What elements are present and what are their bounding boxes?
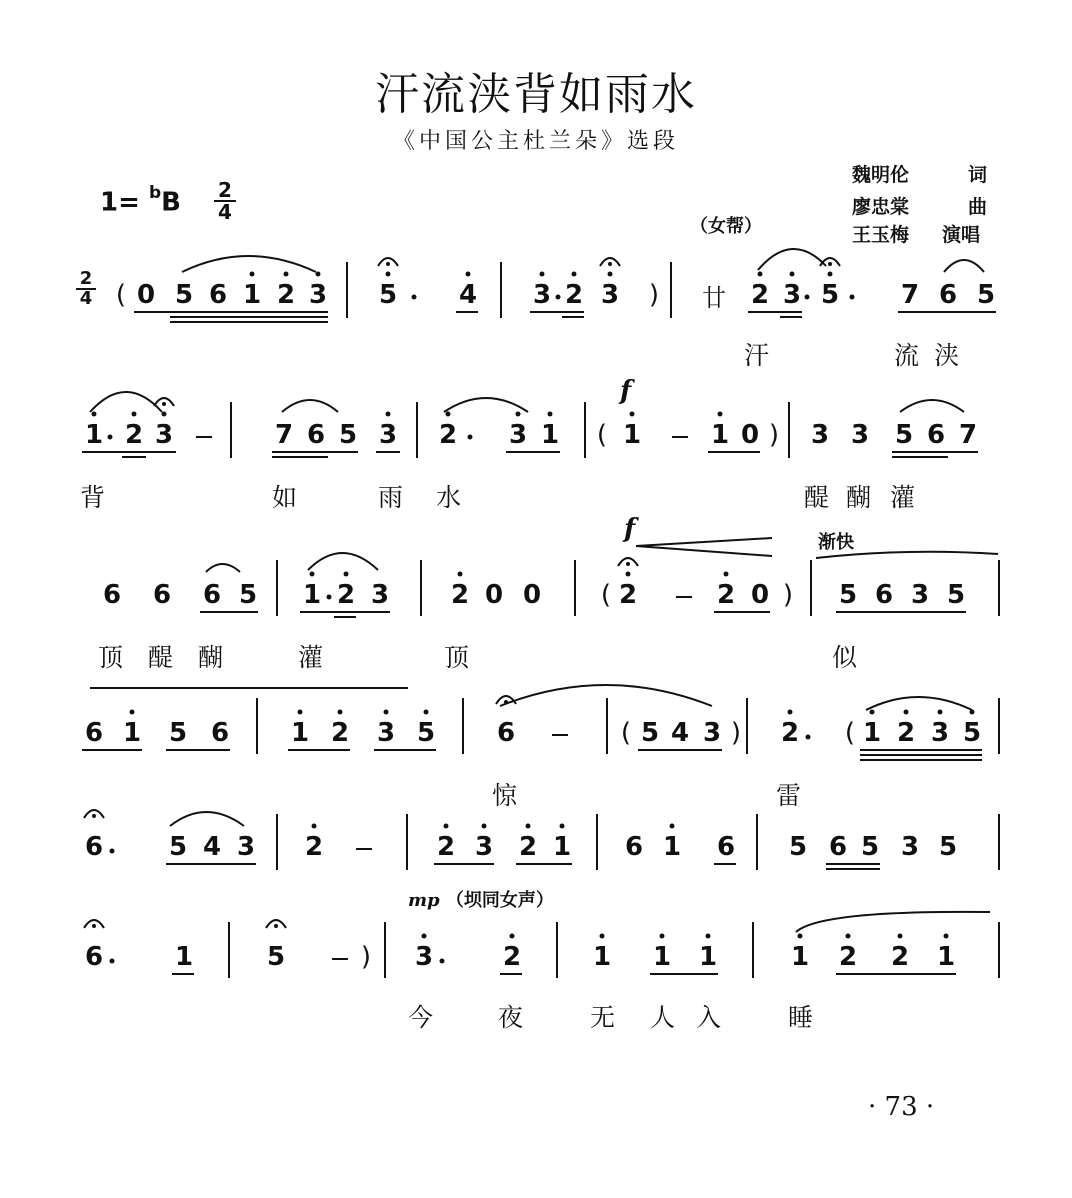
note: 3 — [782, 280, 802, 310]
note: 1 — [662, 832, 682, 862]
note: 2 — [330, 718, 350, 748]
note: 6 — [874, 580, 894, 610]
note: 3 — [474, 832, 494, 862]
note: 2 — [518, 832, 538, 862]
slur — [866, 697, 972, 710]
note: 5 — [938, 832, 958, 862]
note: 7 — [900, 280, 920, 310]
note: 6 — [926, 420, 946, 450]
lyric: 顶 — [98, 643, 124, 672]
note: 2 — [336, 580, 356, 610]
slur — [282, 400, 338, 412]
note: 1 — [936, 942, 956, 972]
note: 2 — [890, 942, 910, 972]
paren-close: ) — [648, 280, 660, 310]
slur — [944, 260, 984, 272]
note: 3 — [508, 420, 528, 450]
note: 2 — [716, 580, 736, 610]
note: 1 — [552, 832, 572, 862]
note: 6 — [828, 832, 848, 862]
note: 3 — [370, 580, 390, 610]
lyric: 流 — [894, 341, 920, 370]
note: 0 — [136, 280, 156, 310]
slur — [182, 256, 316, 272]
note: 3 — [532, 280, 552, 310]
note: 1 — [698, 942, 718, 972]
lyric: 入 — [696, 1003, 722, 1032]
nian-mark: 廿 — [702, 284, 726, 312]
note: 6 — [208, 280, 228, 310]
lyric: 醍 — [804, 483, 830, 512]
slur — [500, 685, 712, 706]
note: 6 — [84, 942, 104, 972]
paren-close: ) — [730, 718, 742, 748]
note: 6 — [496, 718, 516, 748]
note: 5 — [894, 420, 914, 450]
lyric: 似 — [832, 643, 858, 672]
slur — [796, 912, 990, 932]
note: 1 — [540, 420, 560, 450]
lyric: 水 — [436, 483, 462, 512]
performer-role: 演唱 — [942, 224, 981, 246]
note: 5 — [962, 718, 982, 748]
note: 2 — [276, 280, 296, 310]
key-note: B — [161, 187, 181, 218]
time-den-staff: 4 — [76, 288, 96, 308]
paren-open: ( — [596, 420, 608, 450]
paren-open: ( — [600, 580, 612, 610]
paren-open: ( — [844, 718, 856, 748]
note: 2 — [896, 718, 916, 748]
note: 2 — [750, 280, 770, 310]
page-number: · 73 · — [868, 1092, 935, 1122]
paren-close: ) — [768, 420, 780, 450]
paren-close: ) — [782, 580, 794, 610]
performer-name: 王玉梅 — [852, 224, 910, 246]
song-subtitle: 《中国公主杜兰朵》选段 — [392, 129, 679, 154]
note: 7 — [274, 420, 294, 450]
note: 2 — [450, 580, 470, 610]
bangtong-text: （坝同女声） — [445, 890, 554, 911]
note: 1 — [242, 280, 262, 310]
note: 5 — [238, 580, 258, 610]
note: 1 — [622, 420, 642, 450]
note: 6 — [210, 718, 230, 748]
note: 2 — [502, 942, 522, 972]
time-den: 4 — [214, 200, 236, 222]
note: 0 — [740, 420, 760, 450]
note: 3 — [376, 718, 396, 748]
note: 5 — [168, 718, 188, 748]
lyric: 灌 — [890, 483, 916, 512]
note: 5 — [168, 832, 188, 862]
note: 3 — [308, 280, 328, 310]
note: 3 — [414, 942, 434, 972]
slur — [758, 249, 826, 270]
note: 0 — [522, 580, 542, 610]
note: 3 — [378, 420, 398, 450]
key-flat: b — [148, 183, 162, 203]
note: 6 — [102, 580, 122, 610]
note: 6 — [202, 580, 222, 610]
slur — [170, 812, 244, 826]
note: 6 — [624, 832, 644, 862]
time-num: 2 — [218, 178, 232, 202]
note: 5 — [976, 280, 996, 310]
song-title: 汗流浃背如雨水 — [375, 69, 697, 120]
lyric: 醐 — [198, 643, 224, 672]
lyric: 醐 — [846, 483, 872, 512]
lyric: 惊 — [492, 781, 518, 810]
note: 7 — [958, 420, 978, 450]
note: 3 — [236, 832, 256, 862]
note: 2 — [438, 420, 458, 450]
mp-mark: mp — [408, 890, 440, 911]
lyric: 如 — [272, 483, 298, 512]
paren-close: ) — [360, 942, 372, 972]
forte-mark-1: f — [620, 376, 632, 406]
nvbang-label: （女帮） — [690, 216, 762, 237]
note: 3 — [910, 580, 930, 610]
note: 6 — [152, 580, 172, 610]
note: 3 — [702, 718, 722, 748]
slur — [206, 564, 240, 572]
lyricist-role: 词 — [968, 164, 988, 186]
note: 1 — [862, 718, 882, 748]
forte-mark-2: f — [624, 514, 636, 544]
note: 1 — [122, 718, 142, 748]
note: 5 — [640, 718, 660, 748]
paren-open: ( — [620, 718, 632, 748]
note: 5 — [174, 280, 194, 310]
slur — [90, 392, 162, 412]
crescendo-hairpin — [636, 538, 772, 556]
lyric: 雷 — [776, 781, 802, 810]
note: 1 — [592, 942, 612, 972]
note: 3 — [900, 832, 920, 862]
note: 6 — [306, 420, 326, 450]
lyric: 夜 — [498, 1003, 524, 1032]
note: 5 — [860, 832, 880, 862]
note: 1 — [710, 420, 730, 450]
note: 2 — [838, 942, 858, 972]
lyric: 无 — [590, 1003, 616, 1032]
note: 5 — [338, 420, 358, 450]
note: 3 — [600, 280, 620, 310]
note: 4 — [458, 280, 478, 310]
note: 5 — [266, 942, 286, 972]
key-prefix: 1= — [100, 187, 140, 218]
note: 0 — [484, 580, 504, 610]
note: 5 — [946, 580, 966, 610]
note: 6 — [716, 832, 736, 862]
lyric: 浃 — [934, 341, 960, 370]
slur — [900, 400, 964, 412]
lyric: 人 — [650, 1003, 676, 1032]
note: 1 — [790, 942, 810, 972]
note: 6 — [938, 280, 958, 310]
note: 1 — [290, 718, 310, 748]
note: 1 — [174, 942, 194, 972]
note: 3 — [850, 420, 870, 450]
note: 5 — [820, 280, 840, 310]
time-num-staff: 2 — [79, 268, 93, 289]
note: 2 — [564, 280, 584, 310]
note: 6 — [84, 832, 104, 862]
note: 6 — [84, 718, 104, 748]
composer-role: 曲 — [968, 196, 988, 218]
note: 4 — [670, 718, 690, 748]
lyric: 灌 — [298, 643, 324, 672]
lyric: 顶 — [444, 643, 470, 672]
note: 3 — [154, 420, 174, 450]
lyric: 背 — [80, 483, 106, 512]
slur — [308, 553, 378, 570]
note: 5 — [788, 832, 808, 862]
lyric: 醍 — [148, 643, 174, 672]
note: 2 — [618, 580, 638, 610]
lyricist-name: 魏明伦 — [852, 164, 910, 186]
lyric: 汗 — [744, 341, 770, 370]
lyric: 今 — [408, 1003, 434, 1032]
note: 2 — [436, 832, 456, 862]
note: 2 — [304, 832, 324, 862]
slur — [816, 552, 998, 558]
note: 3 — [810, 420, 830, 450]
note: 1 — [652, 942, 672, 972]
jiankuai-label: 渐快 — [818, 532, 854, 553]
composer-name: 廖忠棠 — [852, 196, 910, 218]
note: 1 — [84, 420, 104, 450]
note: 2 — [124, 420, 144, 450]
note: 5 — [416, 718, 436, 748]
note: 3 — [930, 718, 950, 748]
note: 1 — [302, 580, 322, 610]
lyric: 雨 — [378, 483, 404, 512]
slur — [444, 398, 528, 412]
note: 0 — [750, 580, 770, 610]
paren-open: ( — [115, 280, 127, 310]
lyric: 睡 — [788, 1003, 814, 1032]
note: 5 — [378, 280, 398, 310]
note: 4 — [202, 832, 222, 862]
note: 2 — [780, 718, 800, 748]
note: 5 — [838, 580, 858, 610]
